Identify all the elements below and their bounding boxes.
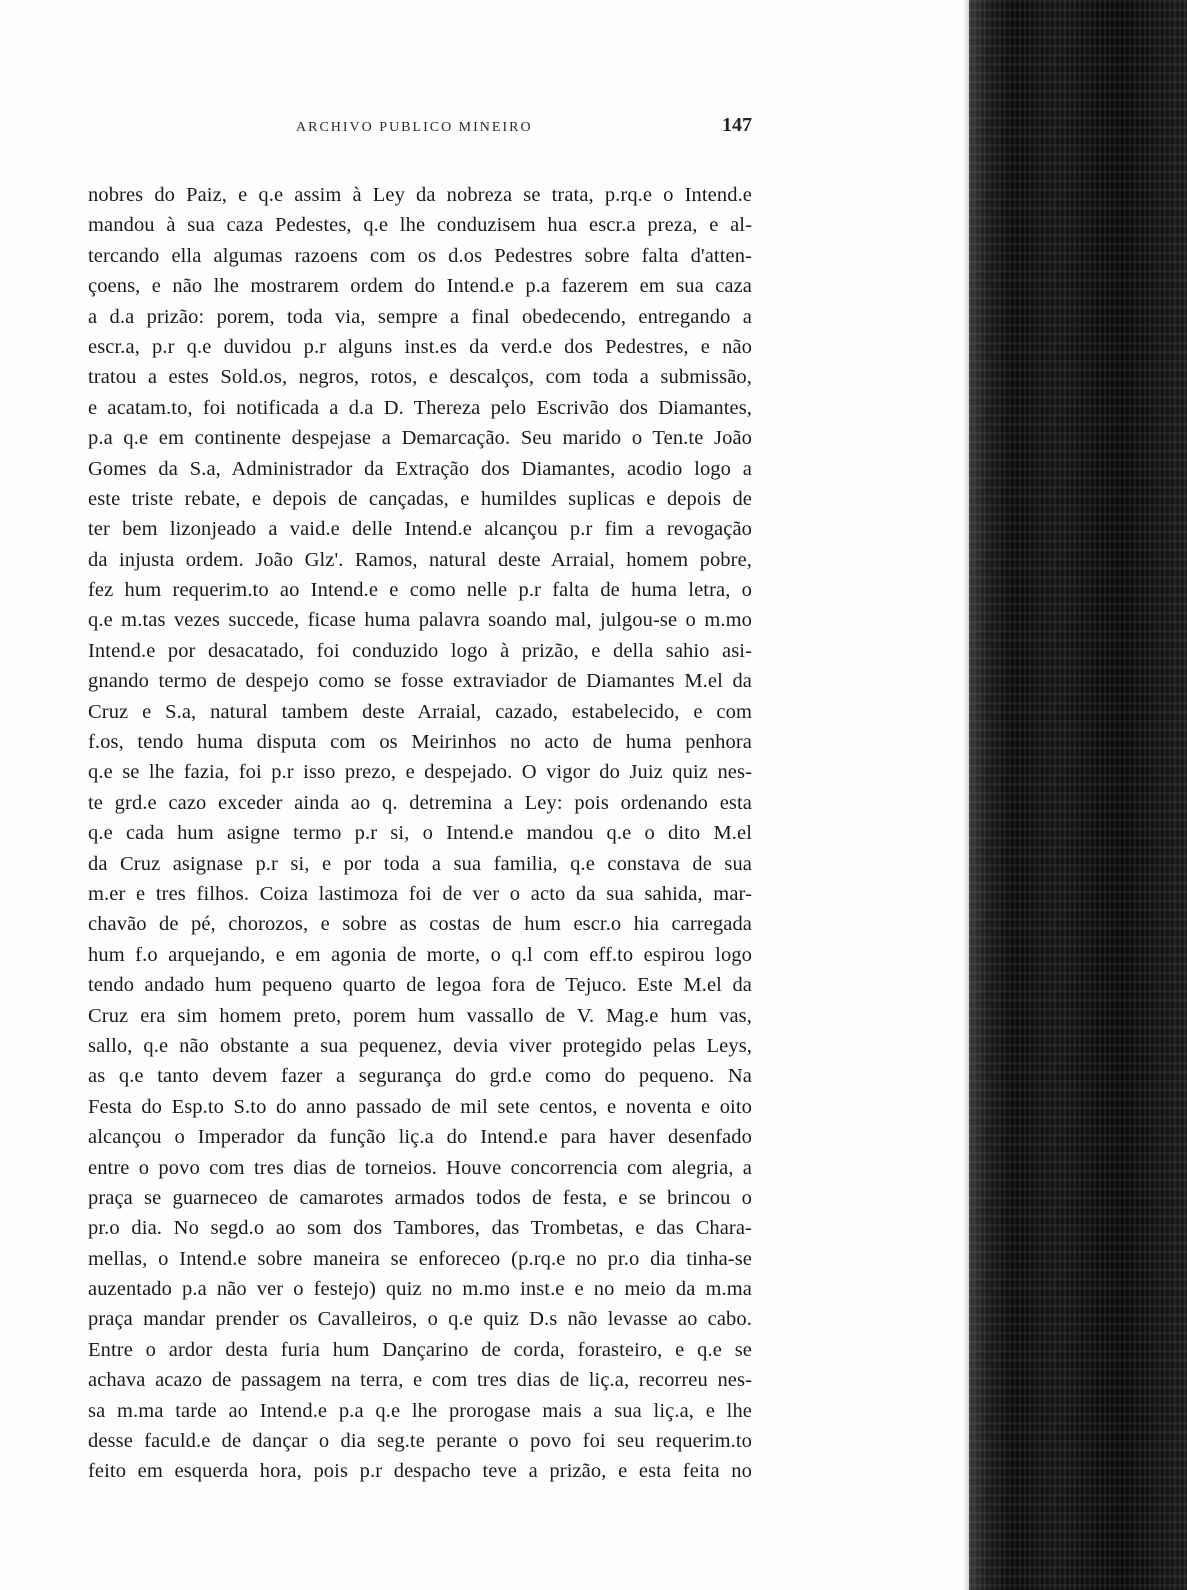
page-number: 147 [722, 114, 752, 136]
text-line: desse faculd.e de dançar o dia seg.te perante o povo foi seu requerim.to [88, 1430, 752, 1453]
text-line: ter bem lizonjeado a vaid.e delle Intend.e alcançou p.r fim a revogação [88, 518, 752, 541]
text-line: Entre o ardor desta furia hum Dançarino de corda, forasteiro, e q.e se [88, 1338, 752, 1361]
text-line: p.a q.e em continente despejase a Demarcação. Seu marido o Ten.te João [88, 427, 752, 450]
body-text [88, 180, 752, 1487]
text-line: Gomes da S.a, Administrador da Extração dos Diamantes, acodio logo a [88, 457, 752, 480]
text-line: entre o povo com tres dias de torneios. Houve concorrencia com alegria, a [88, 1156, 752, 1179]
text-line: pr.o dia. No segd.o ao som dos Tambores, das Trombetas, e das Chara- [88, 1217, 752, 1240]
text-line: auzentado p.a não ver o festejo) quiz no m.mo inst.e e no meio da m.ma [88, 1278, 752, 1301]
text-line: te grd.e cazo exceder ainda ao q. detremina a Ley: pois ordenando esta [88, 791, 752, 814]
text-line: mellas, o Intend.e sobre maneira se enforeceo (p.rq.e no pr.o dia tinha-se [88, 1247, 752, 1270]
text-line: Cruz e S.a, natural tambem deste Arraial, cazado, estabelecido, e com [88, 700, 752, 723]
running-header [86, 114, 752, 146]
text-line: m.er e tres filhos. Coiza lastimoza foi de ver o acto da sua sahida, mar- [88, 882, 752, 905]
text-line: Festa do Esp.to S.to do anno passado de mil sete centos, e noventa e oito [88, 1095, 752, 1118]
text-line: mandou à sua caza Pedestes, q.e lhe conduzisem hua escr.a preza, e al- [88, 214, 752, 237]
book-spine-edge [969, 0, 1187, 1590]
running-title: ARCHIVO PUBLICO MINEIRO [296, 120, 533, 135]
text-line: da Cruz asignase p.r si, e por toda a sua familia, q.e constava de sua [88, 852, 752, 875]
text-line: tercando ella algumas razoens com os d.os Pedestres sobre falta d'atten- [88, 244, 752, 267]
text-line: tendo andado hum pequeno quarto de legoa fora de Tejuco. Este M.el da [88, 974, 752, 997]
text-line: fez hum requerim.to ao Intend.e e como nelle p.r falta de huma letra, o [88, 579, 752, 602]
text-line: alcançou o Imperador da função liç.a do Intend.e para haver desenfado [88, 1126, 752, 1149]
text-line: achava acazo de passagem na terra, e com tres dias de liç.a, recorreu nes- [88, 1369, 752, 1392]
text-line: escr.a, p.r q.e duvidou p.r alguns inst.es da verd.e dos Pedestres, e não [88, 335, 752, 358]
text-line: sallo, q.e não obstante a sua pequenez, devia viver protegido pelas Leys, [88, 1034, 752, 1057]
text-line: q.e m.tas vezes succede, ficase huma palavra soando mal, julgou-se o m.mo [88, 609, 752, 632]
text-line: q.e se lhe fazia, foi p.r isso prezo, e despejado. O vigor do Juiz quiz nes- [88, 761, 752, 784]
text-line: sa m.ma tarde ao Intend.e p.a q.e lhe prorogase mais a sua liç.a, e lhe [88, 1399, 752, 1422]
text-line: hum f.o arquejando, e em agonia de morte, o q.l com eff.to espirou logo [88, 943, 752, 966]
text-line: tratou a estes Sold.os, negros, rotos, e descalços, com toda a submissão, [88, 366, 752, 389]
text-line: as q.e tanto devem fazer a segurança do grd.e como do pequeno. Na [88, 1065, 752, 1088]
text-line: este triste rebate, e depois de cançadas, e humildes suplicas e depois de [88, 487, 752, 510]
text-line: Cruz era sim homem preto, porem hum vassallo de V. Mag.e hum vas, [88, 1004, 752, 1027]
text-line: praça mandar prender os Cavalleiros, o q.e quiz D.s não levasse ao cabo. [88, 1308, 752, 1331]
text-line: feito em esquerda hora, pois p.r despacho teve a prizão, e esta feita no [88, 1460, 752, 1483]
text-line: e acatam.to, foi notificada a d.a D. Thereza pelo Escrivão dos Diamantes, [88, 396, 752, 419]
text-line: nobres do Paiz, e q.e assim à Ley da nobreza se trata, p.rq.e o Intend.e [88, 184, 752, 206]
text-line: gnando termo de despejo como se fosse extraviador de Diamantes M.el da [88, 670, 752, 693]
text-line: Intend.e por desacatado, foi conduzido logo à prizão, e della sahio asi- [88, 639, 752, 662]
text-line: a d.a prizão: porem, toda via, sempre a final obedecendo, entregando a [88, 305, 752, 328]
text-line: q.e cada hum asigne termo p.r si, o Intend.e mandou q.e o dito M.el [88, 822, 752, 845]
text-line: f.os, tendo huma disputa com os Meirinhos no acto de huma penhora [88, 731, 752, 754]
text-line: chavão de pé, chorozos, e sobre as costas de hum escr.o hia carregada [88, 913, 752, 936]
text-line: çoens, e não lhe mostrarem ordem do Intend.e p.a fazerem em sua caza [88, 275, 752, 298]
text-line: praça se guarneceo de camarotes armados todos de festa, e se brincou o [88, 1186, 752, 1209]
text-line: da injusta ordem. João Glz'. Ramos, natural deste Arraial, homem pobre, [88, 548, 752, 571]
